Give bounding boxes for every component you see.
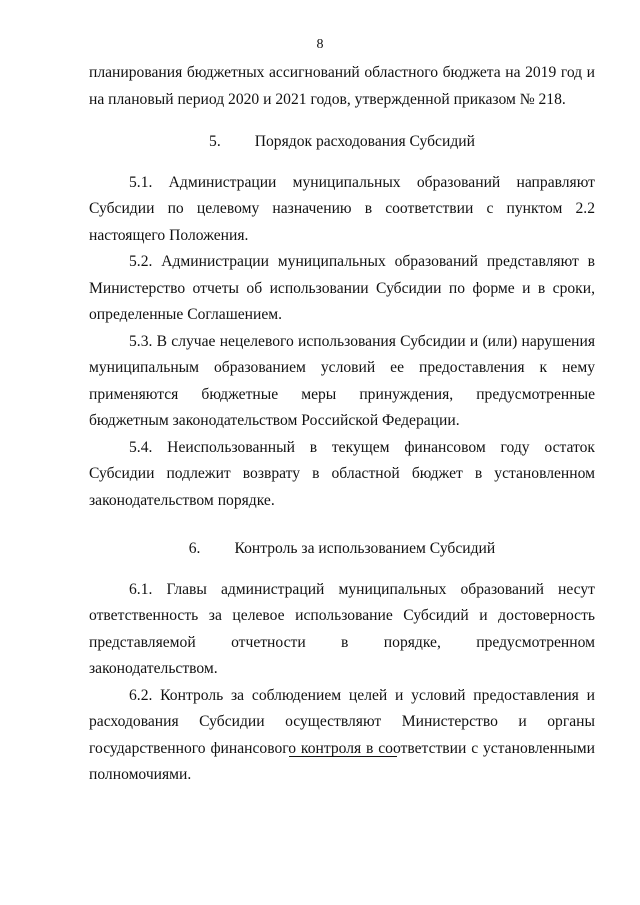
section-6-heading [89,536,595,563]
document-body [89,60,595,789]
paragraph-6-1: 6.1. Главы администраций муниципальных образований несут ответственность за целевое использование Субсидий и достоверность представляемой отчетности в порядке, предусмотренном законодательством. [89,580,595,677]
paragraph-6-2: 6.2. Контроль за соблюдением целей и условий предоставления и расходования Субсидии осуществляют Министерство и органы государственного финансового контроля в соответствии с установленными полномочиями. [89,686,595,783]
section-5-heading [89,129,595,156]
intro-paragraph: планирования бюджетных ассигнований областного бюджета на 2019 год и на плановый период 2020 и 2021 годов, утвержденной приказом № 218. [89,64,595,108]
section-5-number: 5. [209,133,221,150]
page-number: 8 [316,37,324,52]
paragraph-5-1: 5.1. Администрации муниципальных образований направляют Субсидии по целевому назначению в соответствии с пунктом 2.2 настоящего Положения. [89,173,595,244]
end-of-document-rule [289,756,397,757]
paragraph-5-3: 5.3. В случае нецелевого использования Субсидии и (или) нарушения муниципальным образованием условий ее предоставления к нему применяются бюджетные меры принуждения, предусмотренные бюджетным законодательством Российской Федерации. [89,332,595,429]
section-6-title: Контроль за использованием Субсидий [234,540,496,557]
paragraph-5-2: 5.2. Администрации муниципальных образований представляют в Министерство отчеты об использовании Субсидии по форме и в сроки, определенные Соглашением. [89,253,595,323]
section-5-title: Порядок расходования Субсидий [254,133,475,150]
section-6-number: 6. [188,540,201,557]
paragraph-5-4: 5.4. Неиспользованный в текущем финансовом году остаток Субсидии подлежит возврату в областной бюджет в установленном законодательством порядке. [89,438,595,509]
